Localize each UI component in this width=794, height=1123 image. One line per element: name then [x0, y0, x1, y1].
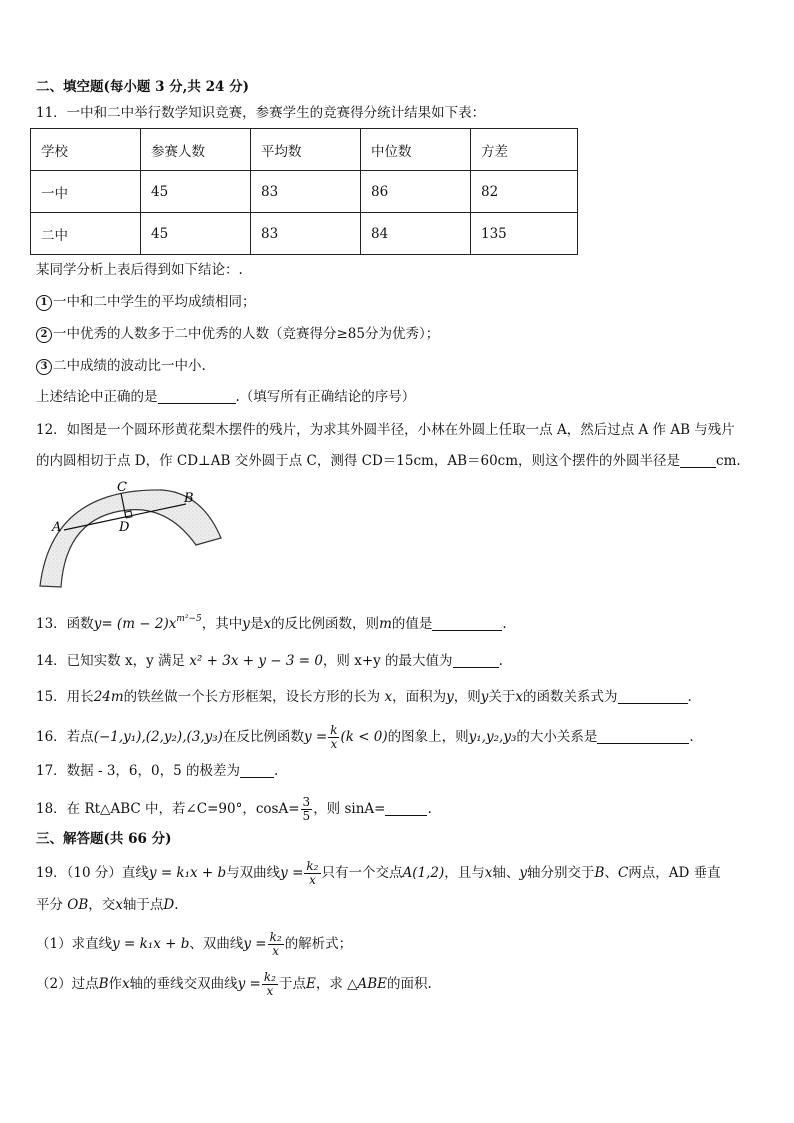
q19-line-2	[36, 895, 179, 915]
math-var: D	[163, 897, 175, 913]
table-cell: 45	[141, 171, 251, 213]
table-header-row	[31, 129, 578, 171]
fraction-numerator: k₂	[269, 930, 282, 944]
fraction-denominator: x	[266, 984, 274, 998]
math-var: y	[242, 616, 250, 632]
question-text: 15．用长	[36, 689, 94, 705]
question-text: ，其中	[201, 616, 243, 632]
q11-conclusion-1	[36, 292, 256, 312]
math-expression: y = k₁x + b	[112, 936, 190, 952]
table-cell: 83	[251, 213, 361, 255]
question-text: 轴的垂线交双曲线	[129, 976, 238, 992]
question-text: 的值是	[391, 616, 433, 632]
math-expression: (k < 0)	[340, 729, 388, 745]
question-text: 平分	[36, 897, 63, 913]
answer-blank	[385, 801, 427, 816]
question-text: ，则 x+y 的最大值为	[322, 653, 453, 669]
question-text: 13．函数	[36, 616, 94, 632]
question-text: ，求 △	[315, 976, 358, 992]
question-text: 的解析式；	[284, 936, 353, 952]
q11-conclusion-2	[36, 324, 439, 344]
question-text: 的大小关系是	[516, 729, 598, 745]
q15	[36, 687, 692, 707]
math-expression: 24m	[93, 689, 124, 705]
section-2-heading: 二、填空题(每小题 3 分,共 24 分)	[36, 79, 249, 95]
question-text: 的图象上，则	[387, 729, 469, 745]
table-header-cell: 参赛人数	[141, 129, 251, 171]
score-table	[30, 128, 578, 255]
math-var: x	[515, 689, 523, 705]
label-b: B	[184, 491, 194, 506]
question-text: .	[502, 616, 507, 632]
question-text: 的面积.	[387, 976, 432, 992]
answer-blank	[158, 389, 236, 404]
question-text: 是	[249, 616, 264, 632]
q17	[36, 761, 278, 781]
ring-fragment	[40, 490, 221, 587]
question-text: 与双曲线	[226, 865, 281, 881]
question-text: 作	[108, 976, 123, 992]
question-text: 只有一个交点	[321, 865, 403, 881]
table-row	[31, 171, 578, 213]
math-var: m	[379, 616, 392, 632]
question-text: .	[273, 763, 279, 779]
table-cell: 86	[361, 171, 471, 213]
circled-number: 2	[36, 327, 52, 343]
math-var: ABE	[357, 976, 388, 992]
question-text: 的内圆相切于点 D，作 CD⊥AB 交外圆于点 C，测得 CD＝15cm，AB＝60cm，则这个摆件的外圆半径是	[36, 453, 681, 469]
question-text: 上述结论中正确的是	[36, 389, 158, 405]
table-cell: 45	[141, 213, 251, 255]
math-var: y	[93, 616, 102, 632]
q19-part-2	[36, 971, 432, 998]
circled-number: 3	[36, 359, 52, 375]
math-var: C	[617, 865, 629, 881]
table-header-cell: 平均数	[251, 129, 361, 171]
math-var: x	[122, 976, 130, 992]
question-text: （1）求直线	[36, 936, 113, 952]
math-expression: y =	[303, 729, 328, 745]
question-text: ，且与	[444, 865, 485, 881]
q12-line-1: 12．如图是一个圆环形黄花梨木摆件的残片，为求其外圆半径，小林在外圆上任取一点 A，然后过点 A 作 AB 与残片	[36, 422, 735, 438]
question-text: ，交	[88, 897, 116, 913]
question-text: .	[687, 689, 692, 705]
fraction-denominator: x	[330, 737, 338, 751]
question-text: 在反比例函数	[222, 729, 304, 745]
table-cell: 83	[251, 171, 361, 213]
math-expression: (−1,y₁),(2,y₂),(3,y₃)	[93, 729, 223, 745]
fraction-denominator: x	[309, 873, 316, 887]
math-var: x	[263, 616, 272, 632]
answer-blank	[240, 763, 274, 778]
question-text: 14．已知实数 x，y 满足	[36, 653, 186, 669]
question-text: cm.	[716, 453, 741, 469]
fraction-k2-over-x	[304, 860, 320, 887]
fraction-denominator: x	[272, 944, 280, 958]
math-expression: y =	[280, 865, 304, 881]
conclusion-text: 一中优秀的人数多于二中优秀的人数（竞赛得分≥85分为优秀）；	[53, 326, 440, 342]
math-var: E	[305, 976, 316, 992]
question-text: .	[689, 729, 694, 745]
fraction-k-over-x	[328, 724, 339, 751]
question-text: 轴于点	[122, 897, 164, 913]
label-c: C	[117, 480, 127, 495]
math-expression: = (m − 2)x	[101, 616, 177, 632]
table-cell: 二中	[31, 213, 141, 255]
math-expression: y =	[237, 976, 261, 992]
q11-conclusion-3	[36, 356, 206, 376]
question-text: ，则 sinA=	[313, 801, 386, 817]
question-text: 的铁丝做一个长方形框架，设长方形的长为	[123, 689, 381, 705]
math-var: x	[115, 897, 123, 913]
math-expression: y₁,y₂,y₃	[468, 729, 517, 745]
answer-blank	[680, 453, 716, 468]
circled-number: 1	[36, 295, 52, 311]
math-var: OB	[67, 897, 89, 913]
label-a: A	[52, 520, 62, 535]
q19-part-1	[36, 931, 352, 958]
question-text: 关于	[488, 689, 516, 705]
table-cell: 一中	[31, 171, 141, 213]
question-text: 的反比例函数，则	[271, 616, 380, 632]
table-cell: 82	[471, 171, 578, 213]
question-text: 、	[604, 865, 618, 881]
table-header-cell: 中位数	[361, 129, 471, 171]
q13	[36, 609, 507, 634]
section-3-heading: 三、解答题(共 66 分)	[36, 831, 172, 847]
question-text: 轴分别交于	[527, 865, 595, 881]
math-var: y	[480, 689, 489, 705]
fraction-numerator: k₂	[263, 970, 276, 984]
question-text: 19．（10 分）直线	[36, 865, 149, 881]
math-exponent: m²−5	[176, 614, 202, 624]
question-text: .	[498, 653, 503, 669]
math-expression: x² + 3x + y − 3 = 0	[189, 653, 323, 669]
q11-analysis: 某同学分析上表后得到如下结论：.	[36, 262, 243, 278]
fraction-numerator: k	[330, 723, 338, 737]
math-expression: y =	[243, 936, 267, 952]
fraction-denominator: 5	[302, 809, 311, 823]
table-cell: 135	[471, 213, 578, 255]
math-var: x	[484, 865, 493, 881]
math-var: y	[519, 865, 528, 881]
fraction-numerator: k₂	[306, 859, 319, 873]
q16	[36, 724, 694, 751]
question-text: ，则	[453, 689, 481, 705]
question-text: .（填写所有正确结论的序号）	[235, 389, 416, 405]
q12-line-2	[36, 451, 741, 471]
question-text: .	[174, 897, 179, 913]
question-text: 16．若点	[36, 729, 94, 745]
conclusion-text: 二中成绩的波动比一中小.	[53, 358, 206, 374]
question-text: 18．在 Rt△ABC 中，若∠C=90°，cosA=	[36, 801, 300, 817]
q18	[36, 796, 432, 823]
question-text: （2）过点	[36, 976, 99, 992]
math-expression: A(1,2)	[402, 865, 445, 881]
answer-blank	[618, 689, 688, 704]
question-text: 两点，AD 垂直	[628, 865, 721, 881]
math-expression: y = k₁x + b	[148, 865, 227, 881]
fraction-k2-over-x	[262, 971, 278, 998]
answer-blank	[453, 653, 499, 668]
ring-fragment-figure	[36, 478, 246, 593]
conclusion-text: 一中和二中学生的平均成绩相同；	[53, 294, 256, 310]
answer-blank	[432, 616, 502, 631]
q19-line-1	[36, 860, 721, 887]
fraction-numerator: 3	[302, 795, 311, 809]
table-cell: 84	[361, 213, 471, 255]
question-text: 轴、	[492, 865, 520, 881]
q11-stem: 11．一中和二中举行数学知识竞赛，参赛学生的竞赛得分统计结果如下表：	[36, 105, 486, 121]
fraction-three-fifths	[301, 796, 313, 823]
table-header-cell: 学校	[31, 129, 141, 171]
math-var: y	[446, 689, 454, 705]
math-var: B	[98, 976, 109, 992]
question-text: 的函数关系式为	[523, 689, 618, 705]
q14	[36, 651, 503, 671]
question-text: 、双曲线	[189, 936, 244, 952]
question-text: .	[427, 801, 432, 817]
question-text: 于点	[278, 976, 306, 992]
table-row	[31, 213, 578, 255]
question-text: 17．数据 - 3，6，0，5 的极差为	[36, 763, 240, 779]
label-d: D	[119, 520, 130, 535]
q11-question	[36, 387, 415, 407]
answer-blank	[597, 729, 689, 744]
math-var: x	[384, 689, 393, 705]
math-var: B	[594, 865, 605, 881]
fraction-k2-over-x	[268, 931, 284, 958]
table-header-cell: 方差	[471, 129, 578, 171]
question-text: ，面积为	[392, 689, 447, 705]
